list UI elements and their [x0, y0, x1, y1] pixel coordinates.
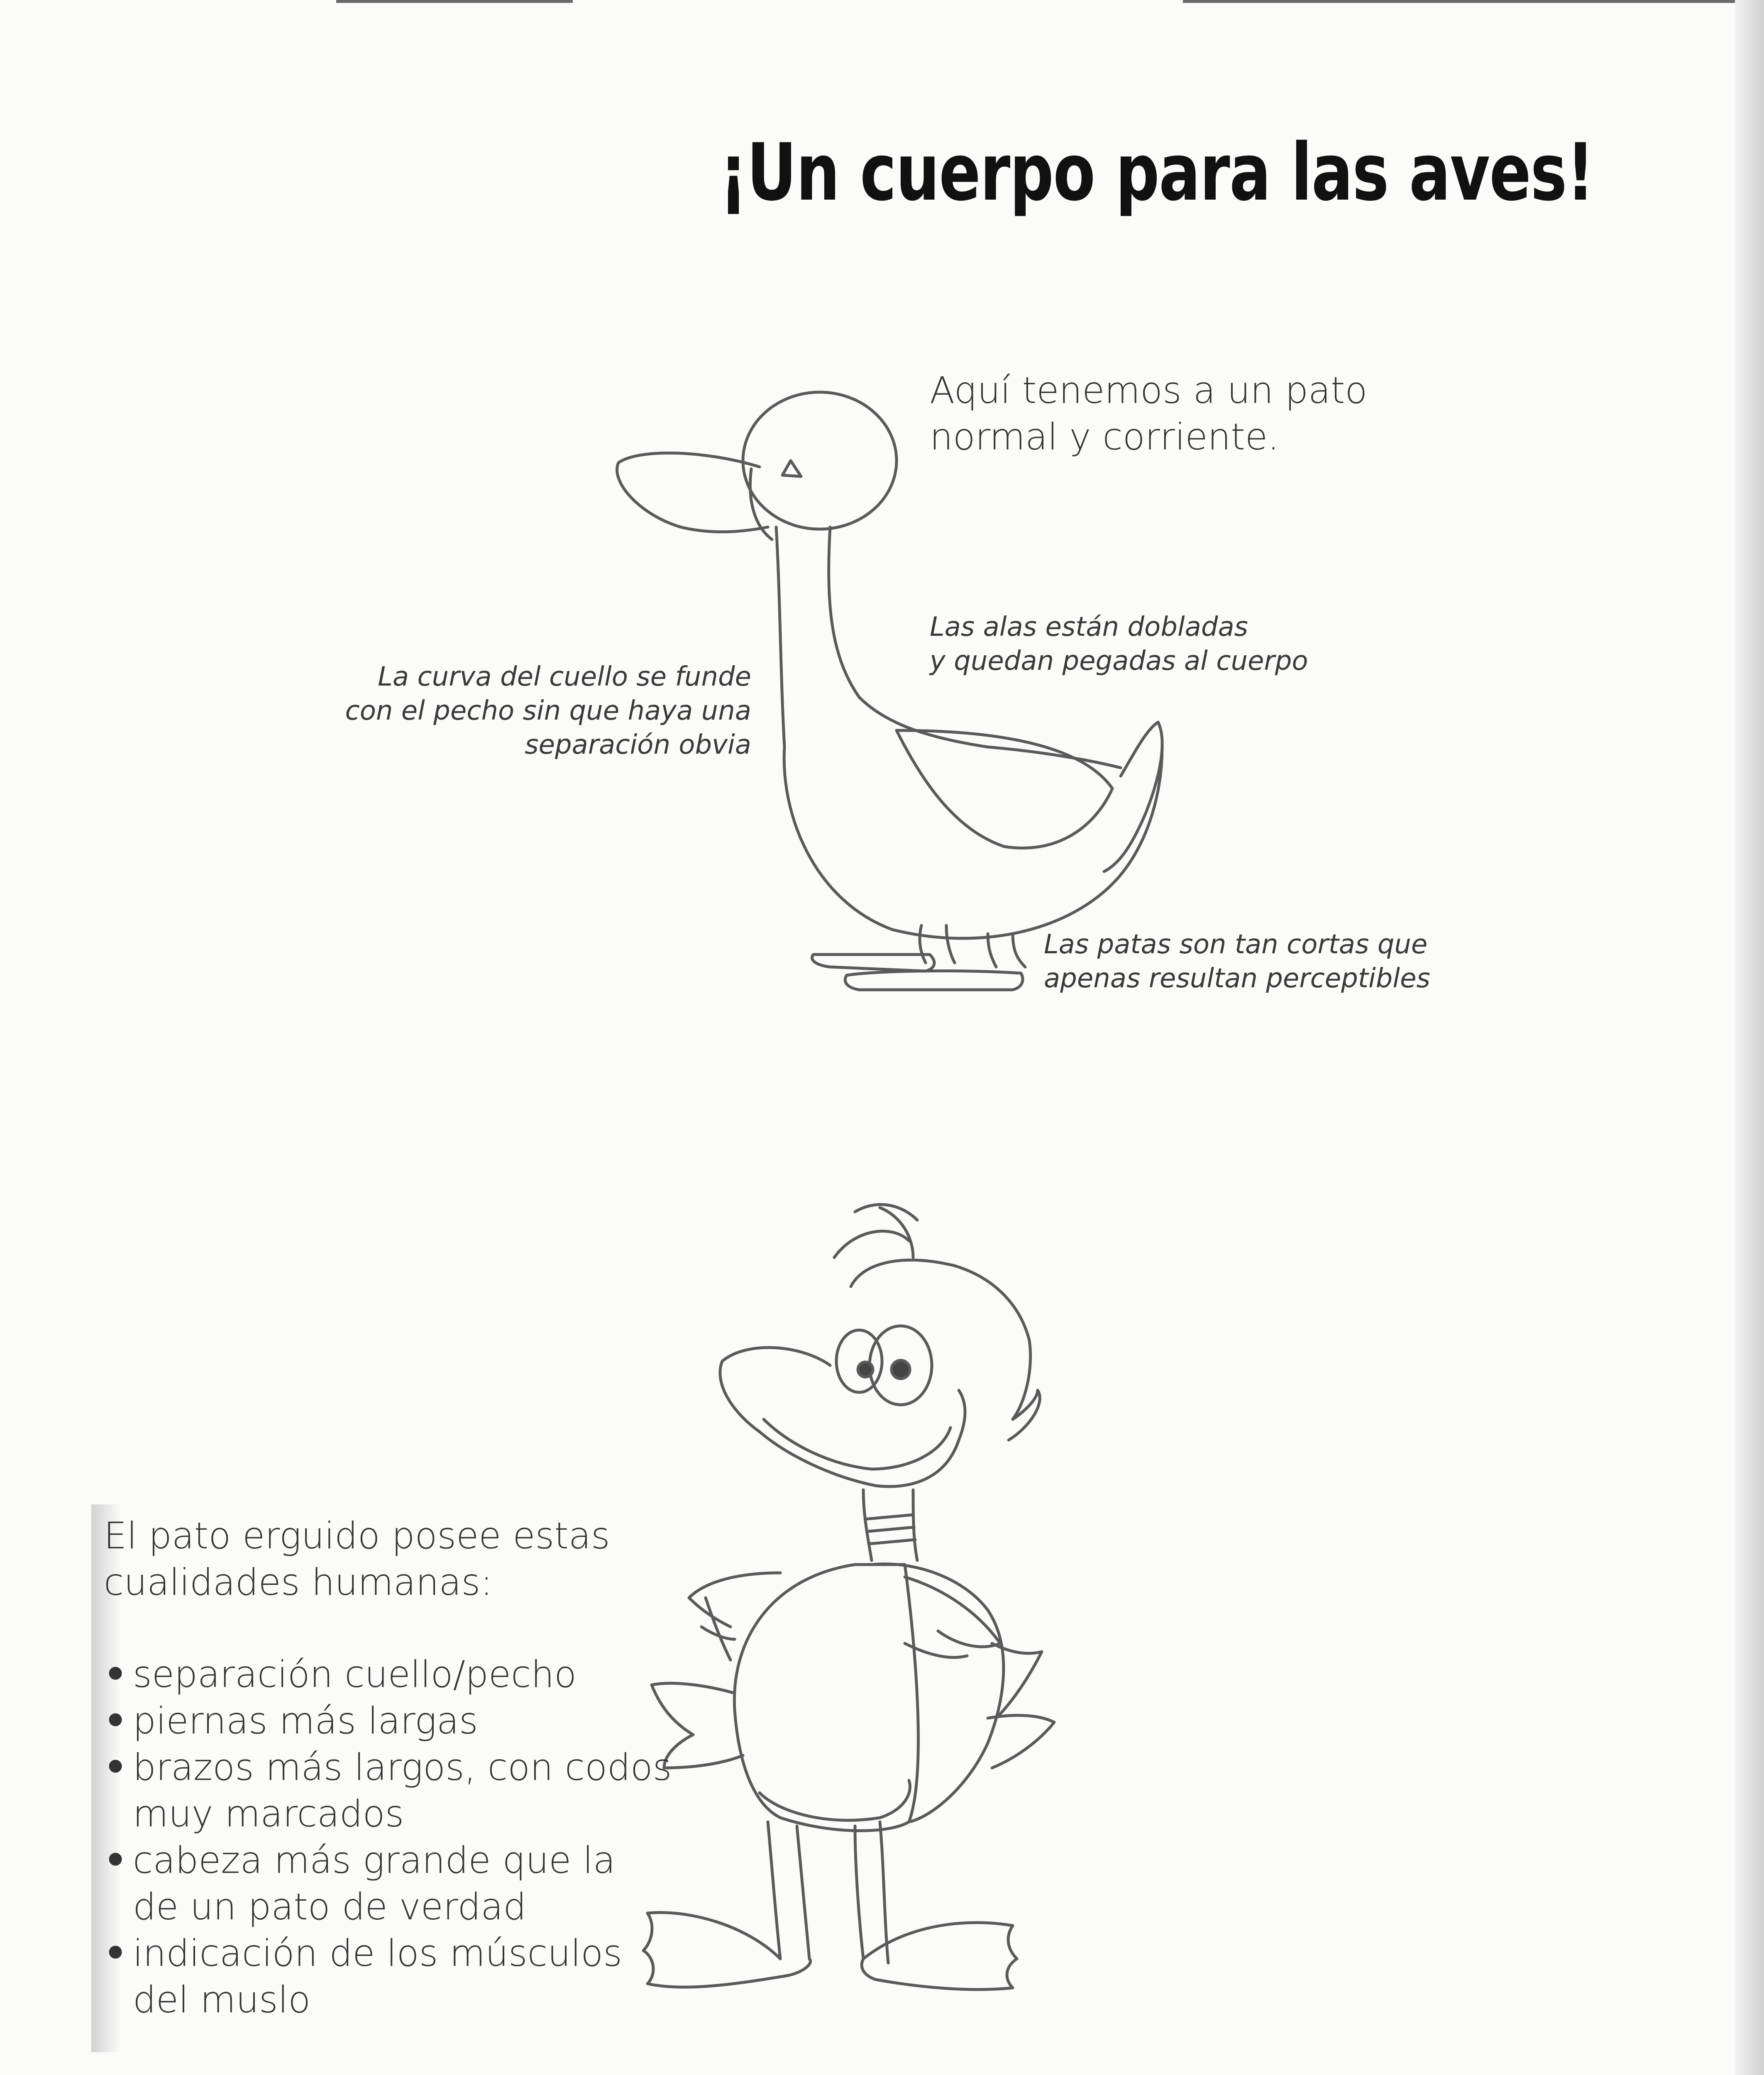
item-line: • brazos más largos, con codos [133, 1746, 672, 1789]
duck-neck-cartoon [863, 1490, 917, 1560]
duck-tail [1104, 722, 1162, 872]
note-line: La curva del cuello se funde [378, 662, 751, 692]
note-line: Las alas están dobladas [930, 612, 1248, 642]
page-title: ¡Un cuerpo para las aves! [719, 127, 1594, 218]
duck-bill-cartoon [720, 1348, 965, 1487]
list-item [104, 1744, 685, 1837]
item-line: de un pato de verdad [133, 1885, 527, 1928]
list-item [104, 1930, 685, 2023]
qualities-heading [104, 1513, 685, 1606]
heading-line: cualidades humanas: [104, 1561, 493, 1604]
duck-pupil-left [858, 1362, 873, 1377]
item-line: • separación cuello/pecho [133, 1653, 577, 1696]
duck-hand-right [988, 1643, 1054, 1768]
list-item [104, 1651, 685, 1698]
item-line: del muslo [133, 1978, 311, 2021]
duck-body-side [872, 1564, 1004, 1822]
duck-bill [617, 453, 768, 532]
note-line: y quedan pegadas al cuerpo [930, 646, 1308, 676]
duck-legs-cartoon [768, 1822, 888, 1963]
item-line: • indicación de los músculos [133, 1932, 622, 1975]
duck-collar-stripes [867, 1515, 915, 1544]
duck-arm-left [689, 1573, 780, 1660]
qualities-list [104, 1651, 685, 2023]
item-line: muy marcados [133, 1792, 404, 1835]
duck-tuft [834, 1205, 917, 1257]
duck-arm-right [905, 1577, 1000, 1658]
list-item [104, 1698, 685, 1744]
item-line: • piernas más largas [133, 1699, 478, 1742]
note-line: separación obvia [525, 730, 751, 760]
upright-duck-drawing [643, 1205, 1054, 1990]
duck-pupil-right [892, 1360, 910, 1379]
qualities-block [104, 1513, 685, 2023]
duck-foot-right [845, 971, 1023, 990]
note-line: Las patas son tan cortas que [1044, 929, 1428, 960]
duck-legs [920, 925, 1025, 967]
normal-duck-drawing [617, 392, 1162, 990]
note-line: apenas resultan perceptibles [1044, 963, 1430, 994]
heading-line: El pato erguido posee estas [104, 1514, 610, 1557]
duck-eye [782, 461, 801, 476]
duck-hips [760, 1780, 910, 1820]
duck-eye-left [836, 1330, 882, 1392]
list-item [104, 1837, 685, 1930]
note-line: con el pecho sin que haya una [345, 696, 751, 726]
duck-smile [764, 1419, 950, 1469]
duck-head [743, 392, 897, 529]
duck-belly [734, 1565, 918, 1831]
intro-line: Aquí tenemos a un pato [930, 369, 1368, 412]
item-line: • cabeza más grande que la [133, 1839, 616, 1882]
intro-line: normal y corriente. [930, 415, 1279, 458]
duck-foot-left [812, 954, 934, 971]
duck-back [829, 527, 1121, 768]
